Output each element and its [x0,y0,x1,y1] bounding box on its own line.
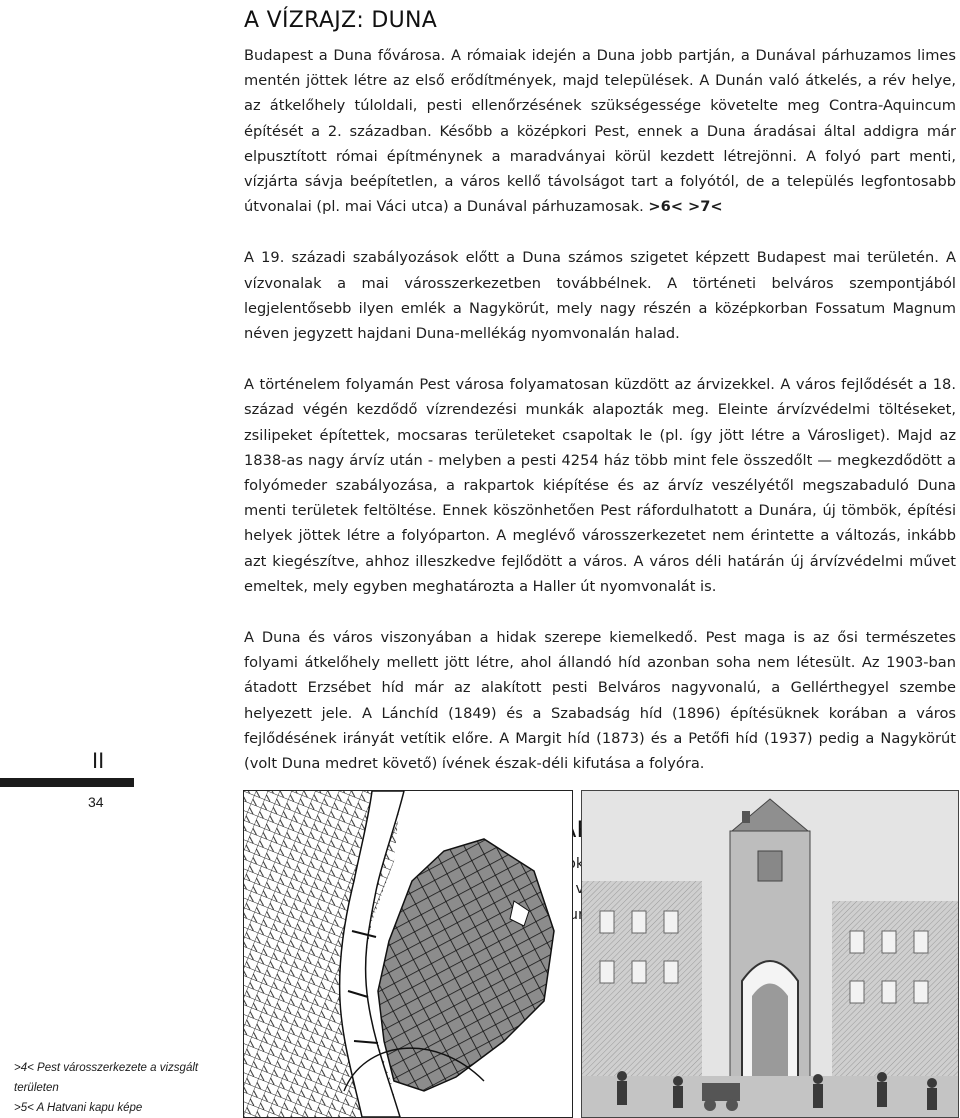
map-figure-pest-structure [243,790,573,1118]
section-title-vizrajz: A VÍZRAJZ: DUNA [244,8,438,33]
hatvani-gate-engraving [582,791,958,1117]
vizrajz-paragraph [244,372,956,599]
caption-photo: >5< A Hatvani kapu képe [14,1102,143,1114]
page-number: 34 [88,794,104,810]
paragraph-text: A 19. századi szabályozások előtt a Duna számos szigetet képzett Budapest mai területén. A vízvonalak a mai városszerkezetben továbbélnek. A történeti belváros szempontjából legjelentősebb ilyen emlék a Nagykörút, mely nagy részén a középkorban Fossatum Magnum néven jegyzett hajdani Duna-mellékág nyomvonalán halad. [244,249,956,343]
paragraph-text: A történelem folyamán Pest városa folyamatosan küzdött az árvizekkel. A város fejlődését a 18. század végén kezdődő vízrendezési munkák alapozták meg. Eleinte árvízvédelmi töltéseket, zsilipeket építettek, mocsaras területeket csapoltak le (pl. így jött létre a Városliget). Majd az 1838-as nagy árvíz után - melyben a pesti 4254 ház több mint fele összedőlt — megkezdődött a folyómeder szabályozása, a rakpartok kiépítése és az árvíz veszélyétől megszabaduló Duna menti területek feltöltése. Ennek köszönhetően Pest ráfordulhatott a Dunára, új tömbök, építési helyek jöttek létre a folyóparton. A meglévő városszerkezetet nem érintette a változás, inkább azt kiegészítve, ahhoz illeszkedve fejlődött a város. A város déli határán új árvízvédelmi művet emeltek, mely egyben meghatározta a Haller út nyomvonalát is. [244,376,956,595]
section-vizrajz-body [244,43,956,776]
figure-captions [14,1058,234,1118]
gate-tower [730,799,810,1081]
vizrajz-paragraph [244,245,956,346]
vizrajz-paragraph [244,43,956,219]
caption-map: >4< Pest városszerkezete a vizsgált területen [14,1062,199,1094]
vizrajz-paragraph [244,625,956,776]
street-ground [582,1076,958,1117]
page-marker-bar [0,778,134,787]
city-map-illustration [244,791,572,1117]
chapter-numeral: II [92,748,105,773]
photo-figure-hatvani-gate [581,790,959,1118]
paragraph-text: Budapest a Duna fővárosa. A rómaiak idején a Duna jobb partján, a Dunával párhuzamos limes mentén jöttek létre az első erődítmények, majd települések. A Dunán való átkelés, a rév helye, az átkelőhely túloldali, pesti ellenőrzésének szükségessége követelte meg Contra-Aquincum építését a 2. században. Később a középkori Pest, ennek a Duna áradásai által addigra már elpusztított római építménynek a maradványai körül kezdett létrejönni. A folyó part menti, vízjárta sávja beépítetlen, a város kellő távolságot tart a folyótól, de a település legfontosabb útvonalai (pl. mai Váci utca) a Dunával párhuzamosak. [244,47,956,216]
paragraph-text: A Duna és város viszonyában a hidak szerepe kiemelkedő. Pest maga is az ősi természetes folyami átkelőhely mellett jött létre, ahol állandó híd azonban soha nem létesült. Az 1903-ban átadott Erzsébet híd már az alakított pesti Belváros nagyvonalú, a Gellérthegyel szembe helyezett jele. A Lánchíd (1849) és a Szabadság híd (1896) építésüknek korában a város fejlődésének irányát vetítik előre. A Margit híd (1873) és a Petőfi híd (1937) pedig a Nagykörút (volt Duna medret követő) ívének észak-déli kifutása a folyóra. [244,629,956,773]
figure-reference: >6< >7< [648,198,723,216]
